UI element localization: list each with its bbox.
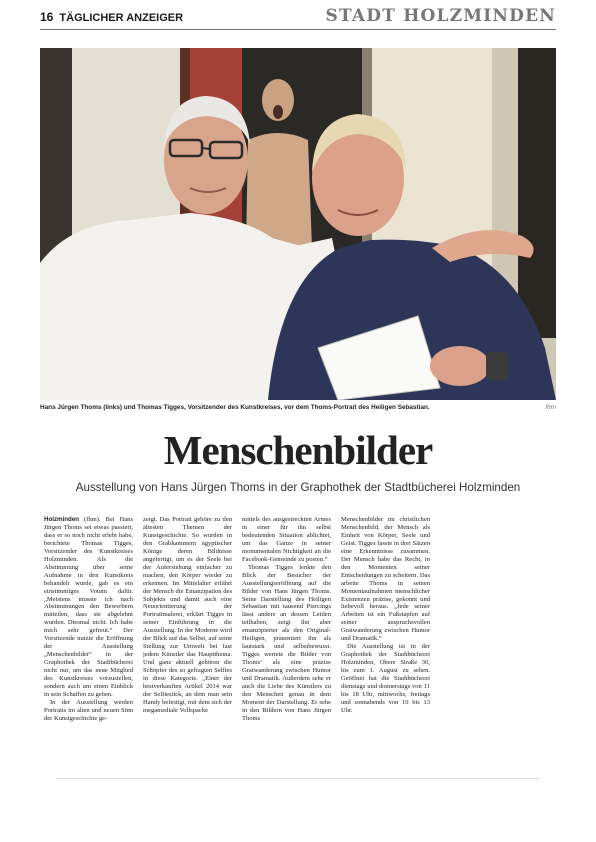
article-column-4 xyxy=(341,516,430,715)
page-header xyxy=(40,6,556,30)
dateline: Holzminden xyxy=(44,516,80,523)
article-subheadline: Ausstellung von Hans Jürgen Thoms in der Graphothek der Stadtbücherei Holzminden xyxy=(75,481,521,494)
page-number: 16 xyxy=(40,10,54,24)
paragraph-text: (fhm). Bei Hans Jürgen Thoms sei etwas passiert, dass er so noch nicht erlebt habe, berichtete Thomas Tigges, Vorsitzender des Kunstkreises Holzminden. Als die Abstimmung über seine Aufnahme in den Kunstkreis behandelt wurde, gab es ein einstimmiges Votum dafür. „Meistens musste ich nach Abstimmungen den Bewerbern mitteilen, dass sie abgelehnt wurden. Diesmal nicht. Ich habe mich sehr gefreut.“ Der Vorsitzende nutzte die Eröffnung der Ausstellung „Menschenbilder“ in der Graphothek der Stadtbücherei nicht nur, um das neue Mitglied des Kunstkreises vorzustellen, sondern auch um einen Einblick in sein Schaffen zu geben. xyxy=(44,516,133,698)
article-photo xyxy=(40,48,556,400)
article-headline: Menschenbilder xyxy=(163,427,433,473)
photo-illustration xyxy=(40,48,556,400)
article-column-3 xyxy=(242,516,331,723)
paragraph: zeigt. Das Portrait gehöre zu den ältesten Themen der Kunstgeschichte. So wurden in den Grabkammern ägyptischer Könige deren Bildnisse angefertigt, um es der Seele bei der Auferstehung einfacher zu machen, den Körper wieder zu erkennen. Im Mittelalter erfährt der Mensch die Emanzipation des Subjekts und damit auch eine Neuorientierung der Portraitmalerei, erklärt Tigges in seiner Einführung in die Ausstellung. In der Moderne wird der Blick auf das Selbst, auf seine Stellung zur Umwelt bei fast jedem Künstler das Hauptthema. Und ganz aktuell gehören die Schöpfer des so gefragten Selfies in diese Kategorie. „Einer der bestverkauften Artikel 2014 war der Selfiestick, an dem man sein Handy befestigt, mit dem sich der megamediale Vollspacke xyxy=(143,516,232,714)
paragraph: In der Ausstellung werden Portraits im alten und neuen Sinn der Kunstgeschichte ge- xyxy=(44,698,133,722)
article-column-2 xyxy=(143,516,232,715)
section-title: STADT HOLZMINDEN xyxy=(325,6,556,26)
page-info xyxy=(40,10,183,24)
photo-caption xyxy=(40,404,556,411)
paragraph: Die Ausstellung ist in der Graphothek der Stadtbücherei Holzminden, Obere Straße 30, bis zum 1. August zu sehen. Geöffnet hat die Stadtbücherei dienstags und donnerstags von 11 bis 18 Uhr, mittwochs, freitags und sonnabends von 10 bis 13 Uhr. xyxy=(341,643,430,714)
article-column-1 xyxy=(44,516,133,723)
paragraph: Thomas Tigges lenkte den Blick der Besucher der Ausstellungseröffnung auf die Bilder von Hans Jürgen Thoms. Seine Darstellung des Heiligen Sebastian mit tausend Piercings lässt andere an dessen Leiden teilhaben, zeigt ihn aber emanzipierter als den Original-Heiligen, präsentiert ihn als lautstark und selbstbewusst. Tigges wertete die Bilder von Thoms’ als eine präzise Gratwanderung zwischen Humor und Dramatik. Außerdem sehe er auch die Liebe des Künstlers zu den Menschen genau in dem Moment der Darstellung. Er sehe in den Bildern von Hans Jürgen Thoms xyxy=(242,563,331,722)
paragraph xyxy=(44,516,133,699)
publication-name: TÄGLICHER ANZEIGER xyxy=(59,12,184,24)
bottom-divider xyxy=(56,778,540,779)
caption-text: Hans Jürgen Thoms (links) und Thomas Tigges, Vorsitzender des Kunstkreises, vor dem Thoms-Portrait des Heiligen Sebastian. xyxy=(40,404,430,411)
paragraph: mittels des ausgestreckten Armes in einer für ihn selbst bedeutenden Situation ablichtet, um das Ganze in seiner monumentalen Nichtigkeit an die Facebook-Gemeinde zu posten.“ xyxy=(242,516,331,563)
paragraph: Menschenbilder im christlichen Menschenbild, der Mensch als Einheit von Körper, Seele und Geist. Tigges fasste in drei Sätzen eine Erkenntnisse zusammen. Der Mensch habe das Recht, in den Momenten seiner Entscheidungen zu scheitern. Das arbeite Thoms in seinen Momentaufnahmen menschlicher Existenzen präzise, gekonnt und liebevoll heraus. „Jede seiner Arbeiten ist ein Fußstapfen auf seiner anspruchsvollen Gratwanderung zwischen Humor und Dramatik.“ xyxy=(341,516,430,643)
photo-credit: fhm xyxy=(545,404,556,411)
